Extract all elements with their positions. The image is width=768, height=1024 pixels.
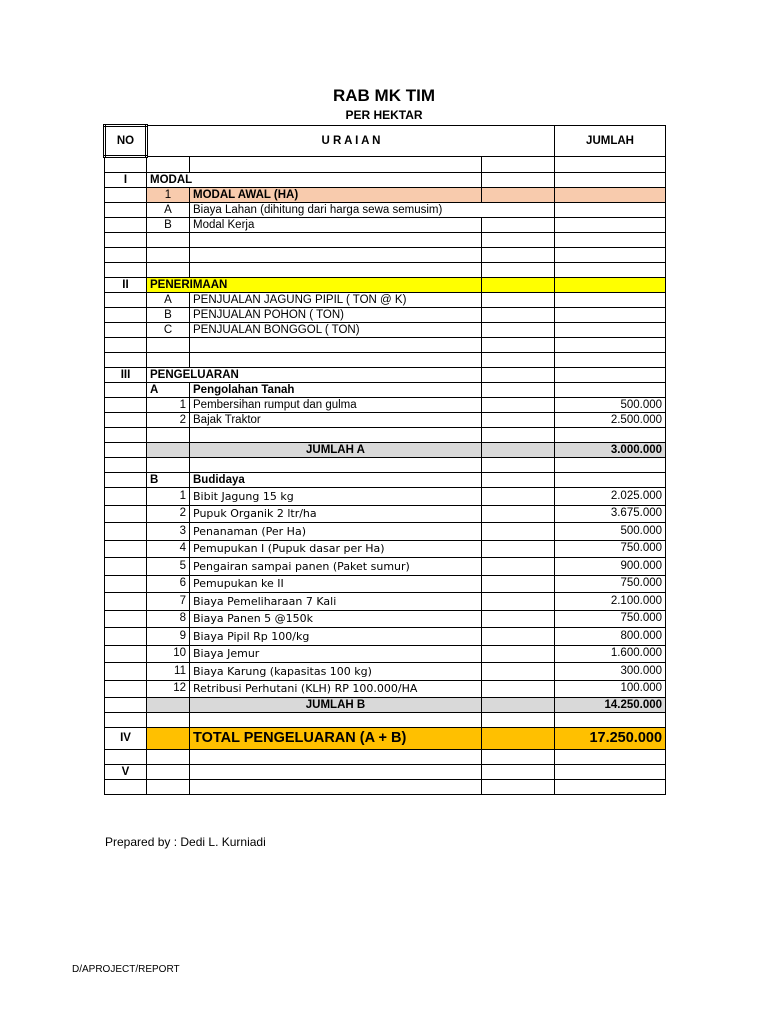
empty-row bbox=[105, 458, 666, 473]
subsection-code: B bbox=[147, 473, 190, 488]
item-value: 2.025.000 bbox=[555, 488, 666, 506]
section-no: V bbox=[105, 765, 147, 780]
item-no: B bbox=[147, 308, 190, 323]
expense-item-row bbox=[105, 540, 666, 558]
penerimaan-item-row bbox=[105, 293, 666, 308]
expense-item-row bbox=[105, 645, 666, 663]
expense-item-row bbox=[105, 488, 666, 506]
subtotal-value: 14.250.000 bbox=[555, 698, 666, 713]
item-label: Penanaman (Per Ha) bbox=[190, 523, 482, 541]
item-label: Biaya Jemur bbox=[190, 645, 482, 663]
item-no: 1 bbox=[147, 398, 190, 413]
item-value: 1.600.000 bbox=[555, 645, 666, 663]
expense-item-row bbox=[105, 523, 666, 541]
item-value: 750.000 bbox=[555, 575, 666, 593]
item-label: Biaya Pemeliharaan 7 Kali bbox=[190, 593, 482, 611]
header-uraian: U R A I A N bbox=[147, 126, 555, 157]
total-value: 17.250.000 bbox=[555, 728, 666, 750]
modal-awal-row bbox=[105, 188, 666, 203]
item-label: Pemupukan ke II bbox=[190, 575, 482, 593]
expense-item-row bbox=[105, 398, 666, 413]
document-subtitle: PER HEKTAR bbox=[345, 108, 423, 122]
item-label: PENJUALAN BONGGOL ( TON) bbox=[190, 323, 482, 338]
item-label: PENJUALAN JAGUNG PIPIL ( TON @ K) bbox=[190, 293, 482, 308]
item-no: 5 bbox=[147, 558, 190, 576]
item-no: A bbox=[147, 203, 190, 218]
section-no: III bbox=[105, 368, 147, 383]
section-pengeluaran-row bbox=[105, 368, 666, 383]
expense-item-row bbox=[105, 680, 666, 698]
expense-item-row bbox=[105, 558, 666, 576]
item-label: Pengairan sampai panen (Paket sumur) bbox=[190, 558, 482, 576]
modal-item-row bbox=[105, 203, 666, 218]
header-row bbox=[105, 126, 666, 157]
item-no: 2 bbox=[147, 505, 190, 523]
item-value: 500.000 bbox=[555, 523, 666, 541]
item-no: B bbox=[147, 218, 190, 233]
item-label: Bibit Jagung 15 kg bbox=[190, 488, 482, 506]
jumlah-b-row bbox=[105, 698, 666, 713]
expense-item-row bbox=[105, 628, 666, 646]
item-no: 10 bbox=[147, 645, 190, 663]
empty-row bbox=[105, 780, 666, 795]
item-value: 800.000 bbox=[555, 628, 666, 646]
item-label: Bajak Traktor bbox=[190, 413, 482, 428]
empty-row bbox=[105, 233, 666, 248]
empty-row bbox=[105, 750, 666, 765]
total-label: TOTAL PENGELUARAN (A + B) bbox=[190, 728, 482, 750]
empty-row bbox=[105, 353, 666, 368]
section-five-row bbox=[105, 765, 666, 780]
subsection-label: Budidaya bbox=[190, 473, 482, 488]
expense-item-row bbox=[105, 610, 666, 628]
expense-item-row bbox=[105, 505, 666, 523]
item-value: 300.000 bbox=[555, 663, 666, 681]
empty-row bbox=[105, 338, 666, 353]
subsection-a-row bbox=[105, 383, 666, 398]
penerimaan-item-row bbox=[105, 308, 666, 323]
item-label: Biaya Pipil Rp 100/kg bbox=[190, 628, 482, 646]
item-label: Biaya Karung (kapasitas 100 kg) bbox=[190, 663, 482, 681]
expense-item-row bbox=[105, 593, 666, 611]
budget-table bbox=[103, 124, 666, 795]
item-no: C bbox=[147, 323, 190, 338]
section-no: I bbox=[105, 173, 147, 188]
prepared-by: Prepared by : Dedi L. Kurniadi bbox=[105, 835, 266, 849]
expense-item-row bbox=[105, 663, 666, 681]
item-no: 1 bbox=[147, 488, 190, 506]
section-no: IV bbox=[105, 728, 147, 750]
subsection-code: A bbox=[147, 383, 190, 398]
expense-item-row bbox=[105, 413, 666, 428]
empty-row bbox=[105, 428, 666, 443]
item-value: 750.000 bbox=[555, 610, 666, 628]
item-label: Pupuk Organik 2 ltr/ha bbox=[190, 505, 482, 523]
item-label: Biaya Panen 5 @150k bbox=[190, 610, 482, 628]
section-label: MODAL bbox=[147, 173, 482, 188]
jumlah-a-row bbox=[105, 443, 666, 458]
item-label: Biaya Lahan (dihitung dari harga sewa semusim) bbox=[190, 203, 555, 218]
item-no: 12 bbox=[147, 680, 190, 698]
item-value: 3.675.000 bbox=[555, 505, 666, 523]
item-value: 900.000 bbox=[555, 558, 666, 576]
header-no: NO bbox=[105, 126, 147, 157]
item-no: 8 bbox=[147, 610, 190, 628]
item-no: 6 bbox=[147, 575, 190, 593]
item-no: 11 bbox=[147, 663, 190, 681]
modal-item-row bbox=[105, 218, 666, 233]
item-no: 4 bbox=[147, 540, 190, 558]
empty-row bbox=[105, 713, 666, 728]
item-label: Modal Kerja bbox=[190, 218, 482, 233]
item-label: PENJUALAN POHON ( TON) bbox=[190, 308, 482, 323]
item-label: Pembersihan rumput dan gulma bbox=[190, 398, 482, 413]
item-value: 750.000 bbox=[555, 540, 666, 558]
section-modal-row bbox=[105, 173, 666, 188]
empty-row bbox=[105, 248, 666, 263]
subtotal-label: JUMLAH A bbox=[190, 443, 482, 458]
item-no: 9 bbox=[147, 628, 190, 646]
section-label: PENERIMAAN bbox=[147, 278, 482, 293]
item-no: 7 bbox=[147, 593, 190, 611]
penerimaan-item-row bbox=[105, 323, 666, 338]
footer-path: D/APROJECT/REPORT bbox=[72, 964, 180, 975]
section-penerimaan-row bbox=[105, 278, 666, 293]
empty-row bbox=[105, 263, 666, 278]
item-no: A bbox=[147, 293, 190, 308]
item-label: Retribusi Perhutani (KLH) RP 100.000/HA bbox=[190, 680, 482, 698]
total-row bbox=[105, 728, 666, 750]
item-no: 1 bbox=[147, 188, 190, 203]
item-value: 2.500.000 bbox=[555, 413, 666, 428]
subsection-label: Pengolahan Tanah bbox=[190, 383, 482, 398]
subtotal-value: 3.000.000 bbox=[555, 443, 666, 458]
item-no: 2 bbox=[147, 413, 190, 428]
subsection-b-row bbox=[105, 473, 666, 488]
section-no: II bbox=[105, 278, 147, 293]
item-value: 500.000 bbox=[555, 398, 666, 413]
item-label: Pemupukan I (Pupuk dasar per Ha) bbox=[190, 540, 482, 558]
expense-item-row bbox=[105, 575, 666, 593]
header-jumlah: JUMLAH bbox=[555, 126, 666, 157]
item-value: 2.100.000 bbox=[555, 593, 666, 611]
document-title: RAB MK TIM bbox=[333, 86, 435, 105]
item-no: 3 bbox=[147, 523, 190, 541]
section-label: PENGELUARAN bbox=[147, 368, 482, 383]
empty-row bbox=[105, 157, 666, 173]
item-label: MODAL AWAL (HA) bbox=[190, 188, 482, 203]
subtotal-label: JUMLAH B bbox=[190, 698, 482, 713]
item-value: 100.000 bbox=[555, 680, 666, 698]
